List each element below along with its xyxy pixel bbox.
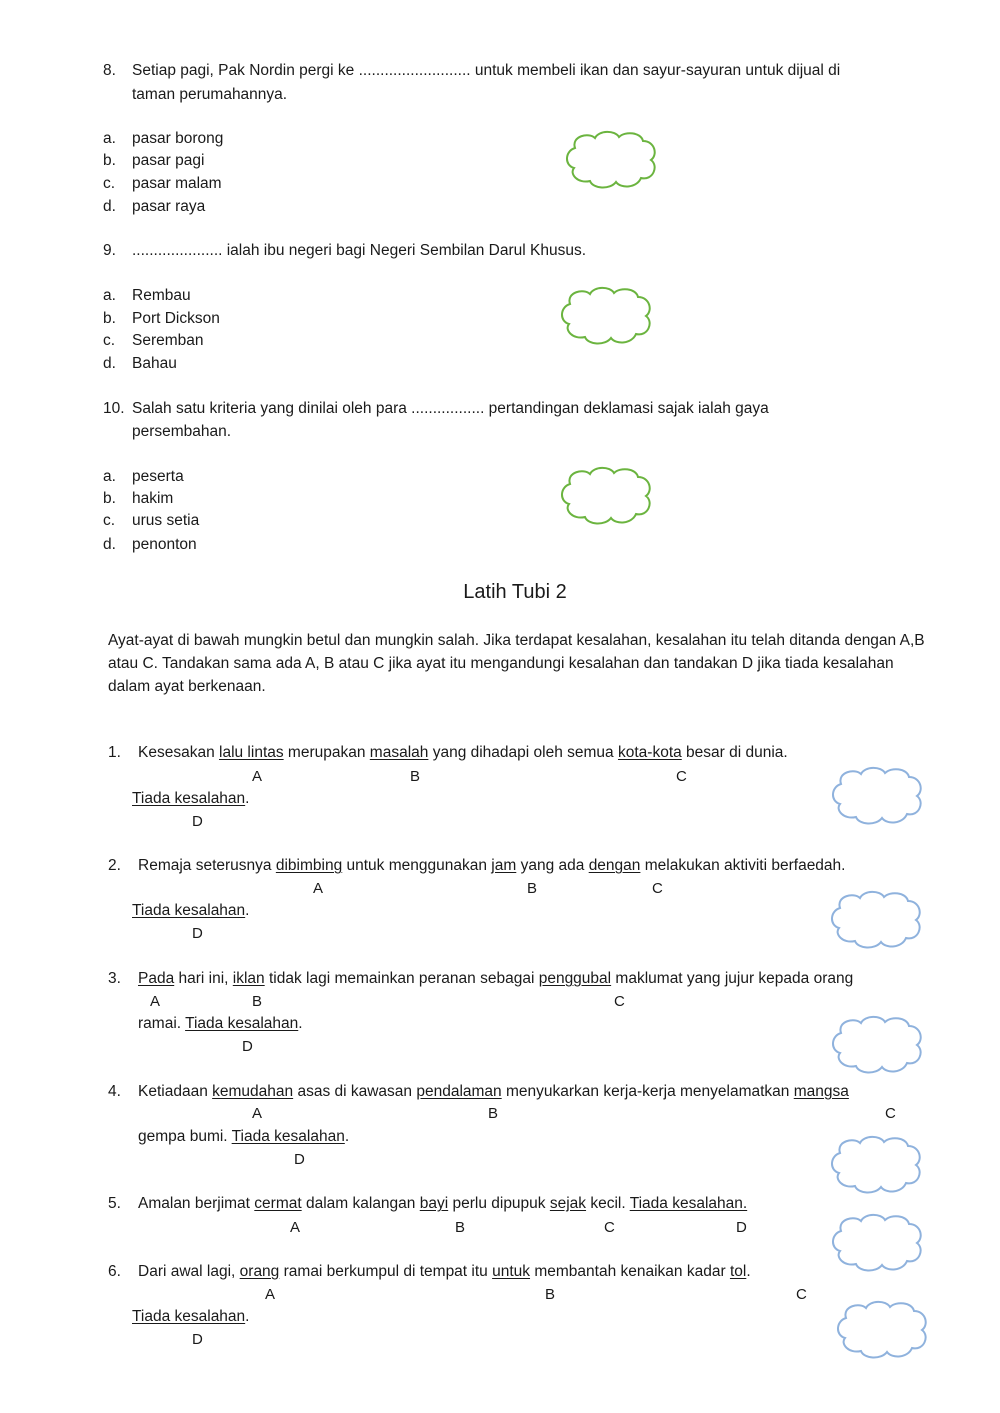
underlined-B: bayi (419, 1195, 449, 1212)
label-B: B (527, 880, 538, 897)
label-D: D (192, 1331, 203, 1348)
label-A: A (290, 1219, 301, 1236)
label-B: B (455, 1219, 466, 1236)
error-question-5-sentence: Amalan berjimat cermat dalam kalangan bayi perlu dipupuk sejak kecil. Tiada kesalahan. (138, 1195, 748, 1212)
label-C: C (614, 993, 625, 1010)
question-8-text: Setiap pagi, Pak Nordin pergi ke .......................... untuk membeli ikan dan sayur-sayuran untuk dijual di (132, 62, 841, 79)
underlined-B: untuk (492, 1263, 531, 1280)
underlined-A: Pada (138, 970, 175, 987)
underlined-D: Tiada kesalahan. (629, 1195, 748, 1212)
underlined-B: pendalaman (416, 1083, 502, 1100)
label-B: B (545, 1286, 556, 1303)
underlined-B: masalah (369, 744, 429, 761)
label-B: B (488, 1105, 499, 1122)
error-question-3-number: 3. (108, 970, 121, 987)
underlined-A: orang (239, 1263, 280, 1280)
question-10-text: Salah satu kriteria yang dinilai oleh para ................. pertandingan deklamasi sajak ialah gaya (132, 400, 769, 417)
error-question-1-option-d: Tiada kesalahan. (132, 790, 250, 807)
error-question-4-option-d: gempa bumi. Tiada kesalahan. (138, 1128, 350, 1145)
option-text: Bahau (132, 355, 177, 372)
error-question-5-number: 5. (108, 1195, 121, 1212)
label-C: C (652, 880, 663, 897)
error-question-4-sentence: Ketiadaan kemudahan asas di kawasan pendalaman menyukarkan kerja-kerja menyelamatkan mangsa (138, 1083, 849, 1100)
instructions: Ayat-ayat di bawah mungkin betul dan mungkin salah. Jika terdapat kesalahan, kesalahan itu telah ditanda dengan A,B atau C. Tandakan sama ada A, B atau C jika ayat itu mengandungi kesalahan dan tandakan D jika tiada kesalahan dalam ayat berkenaan. (108, 632, 925, 695)
underlined-C: sejak (549, 1195, 587, 1212)
error-question-6-option-d: Tiada kesalahan. (132, 1308, 250, 1325)
option-text: Rembau (132, 287, 191, 304)
error-question-3-option-d: ramai. Tiada kesalahan. (138, 1015, 303, 1032)
label-D: D (736, 1219, 747, 1236)
answer-cloud-6[interactable] (832, 1298, 932, 1362)
question-8-number: 8. (103, 62, 116, 79)
label-D: D (192, 813, 203, 830)
label-C: C (604, 1219, 615, 1236)
error-question-2-option-d: Tiada kesalahan. (132, 902, 250, 919)
underlined-A: dibimbing (275, 857, 343, 874)
answer-cloud-10[interactable] (556, 464, 656, 528)
label-C: C (796, 1286, 807, 1303)
error-question-6-number: 6. (108, 1263, 121, 1280)
answer-cloud-5[interactable] (827, 1211, 927, 1275)
error-question-4-number: 4. (108, 1083, 121, 1100)
option-letter: b. (103, 310, 116, 327)
question-10-text-cont: persembahan. (132, 423, 232, 440)
label-B: B (252, 993, 263, 1010)
underlined-B: iklan (232, 970, 265, 987)
underlined-A: kemudahan (212, 1083, 294, 1100)
error-question-1-number: 1. (108, 744, 121, 761)
error-question-6-sentence: Dari awal lagi, orang ramai berkumpul di tempat itu untuk membantah kenaikan kadar tol. (138, 1263, 751, 1280)
option-letter: a. (103, 130, 116, 147)
underlined-C: dengan (588, 857, 641, 874)
answer-cloud-1[interactable] (827, 764, 927, 828)
label-D: D (242, 1038, 253, 1055)
option-letter: a. (103, 468, 116, 485)
label-C: C (885, 1105, 896, 1122)
option-letter: b. (103, 490, 116, 507)
question-8-text-cont: taman perumahannya. (132, 86, 288, 103)
question-9-number: 9. (103, 242, 116, 259)
option-letter: c. (103, 175, 116, 192)
answer-cloud-2[interactable] (826, 888, 926, 952)
error-question-2-number: 2. (108, 857, 121, 874)
option-text: pasar raya (132, 198, 206, 215)
question-9-text: ..................... ialah ibu negeri bagi Negeri Sembilan Darul Khusus. (132, 242, 587, 259)
underlined-B: jam (491, 857, 517, 874)
answer-cloud-9[interactable] (556, 284, 656, 348)
label-A: A (265, 1286, 276, 1303)
label-B: B (410, 768, 421, 785)
underlined-C: tol (729, 1263, 747, 1280)
label-A: A (313, 880, 324, 897)
option-letter: d. (103, 536, 116, 553)
answer-cloud-8[interactable] (561, 128, 661, 192)
option-text: pasar pagi (132, 152, 205, 169)
option-text: penonton (132, 536, 197, 553)
option-text: pasar borong (132, 130, 224, 147)
option-text: Port Dickson (132, 310, 220, 327)
answer-cloud-3[interactable] (827, 1013, 927, 1077)
error-question-1-sentence: Kesesakan lalu lintas merupakan masalah yang dihadapi oleh semua kota-kota besar di dunia. (138, 744, 788, 761)
error-question-3-sentence: Pada hari ini, iklan tidak lagi memainkan peranan sebagai penggubal maklumat yang jujur kepada orang (138, 970, 854, 987)
error-question-2-sentence: Remaja seterusnya dibimbing untuk menggunakan jam yang ada dengan melakukan aktiviti berfaedah. (138, 857, 846, 874)
underlined-A: cermat (254, 1195, 302, 1212)
option-text: peserta (132, 468, 184, 485)
label-D: D (294, 1151, 305, 1168)
answer-cloud-4[interactable] (826, 1133, 926, 1197)
option-letter: d. (103, 355, 116, 372)
option-letter: a. (103, 287, 116, 304)
option-letter: c. (103, 512, 116, 529)
option-letter: d. (103, 198, 116, 215)
option-text: urus setia (132, 512, 200, 529)
option-letter: c. (103, 332, 116, 349)
section-title: Latih Tubi 2 (463, 581, 567, 603)
label-A: A (150, 993, 161, 1010)
underlined-A: lalu lintas (219, 744, 284, 761)
option-letter: b. (103, 152, 116, 169)
underlined-C: mangsa (793, 1083, 849, 1100)
underlined-C: penggubal (538, 970, 612, 987)
option-text: pasar malam (132, 175, 222, 192)
option-text: hakim (132, 490, 174, 507)
option-text: Seremban (132, 332, 204, 349)
label-C: C (676, 768, 687, 785)
label-A: A (252, 768, 263, 785)
label-A: A (252, 1105, 263, 1122)
question-10-number: 10. (103, 400, 125, 417)
label-D: D (192, 925, 203, 942)
underlined-C: kota-kota (617, 744, 682, 761)
